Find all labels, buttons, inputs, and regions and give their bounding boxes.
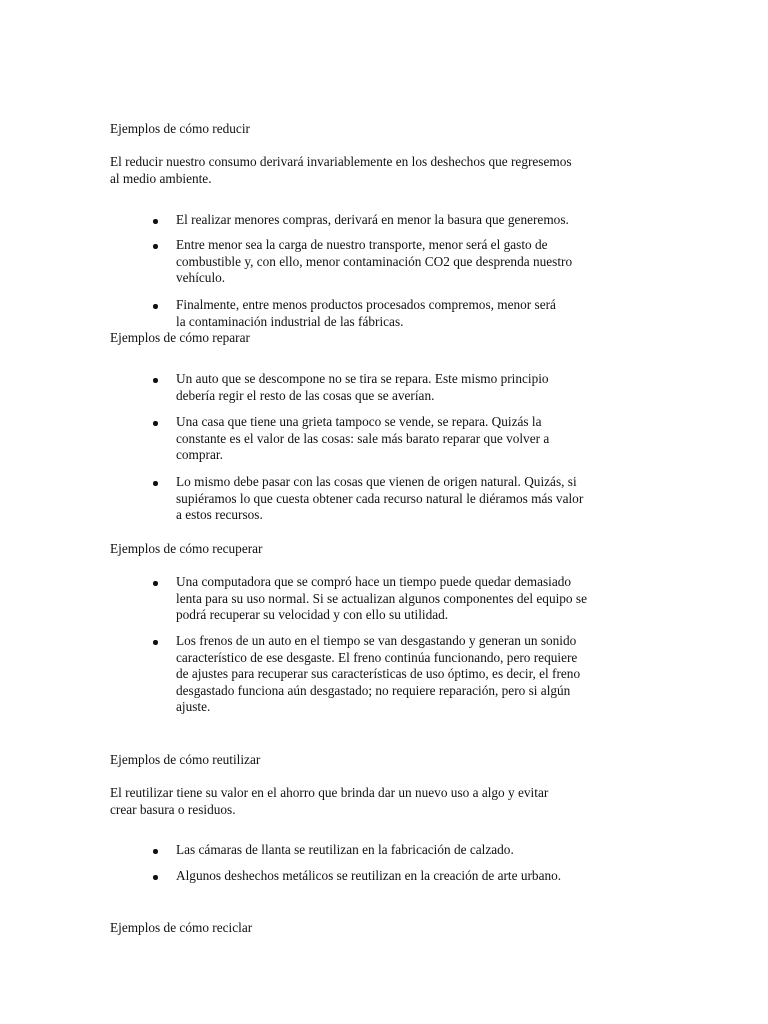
list-item-line: característico de ese desgaste. El freno continúa funcionando, pero requiere	[176, 649, 578, 665]
list-item-line: Finalmente, entre menos productos procesados compremos, menor será	[176, 297, 556, 312]
intro-line: al medio ambiente.	[110, 170, 212, 186]
list-item-line: Una casa que tiene una grieta tampoco se vende, se repara. Quizás la	[176, 414, 542, 429]
heading-reducir: Ejemplos de cómo reducir	[110, 121, 250, 136]
list-item-line: El realizar menores compras, derivará en menor la basura que generemos.	[176, 212, 569, 227]
list-item-line: Las cámaras de llanta se reutilizan en la fabricación de calzado.	[176, 842, 514, 857]
list-item-line: Un auto que se descompone no se tira se repara. Este mismo principio	[176, 371, 549, 386]
bullet-icon	[153, 481, 158, 486]
bullet-icon	[153, 875, 158, 880]
list-item-line: comprar.	[176, 447, 223, 462]
list-item-line: supiéramos lo que cuesta obtener cada recurso natural le diéramos más valor	[176, 490, 584, 506]
bullet-icon	[153, 244, 158, 249]
list-item-line: a estos recursos.	[176, 507, 263, 522]
bullet-icon	[153, 640, 158, 645]
bullet-icon	[153, 849, 158, 854]
list-item-line: combustible y, con ello, menor contaminación CO2 que desprenda nuestro	[176, 253, 573, 269]
list-item-line: Una computadora que se compró hace un tiempo puede quedar demasiado	[176, 574, 572, 589]
list-item-line: Entre menor sea la carga de nuestro transporte, menor será el gasto de	[176, 237, 548, 252]
list-item-line: lenta para su uso normal. Si se actualizan algunos componentes del equipo se	[176, 590, 587, 606]
list-item-line: podrá recuperar su velocidad y con ello su utilidad.	[176, 607, 449, 622]
intro-reutilizar	[110, 785, 660, 818]
list-item-line: debería regir el resto de las cosas que se averían.	[176, 387, 435, 403]
list-item-line: vehículo.	[176, 270, 226, 285]
heading-reparar: Ejemplos de cómo reparar	[110, 330, 250, 345]
bullet-icon	[153, 581, 158, 586]
list-item-line: Los frenos de un auto en el tiempo se van desgastando y generan un sonido	[176, 633, 577, 648]
heading-recuperar: Ejemplos de cómo recuperar	[110, 541, 263, 556]
bullet-icon	[153, 421, 158, 426]
bullet-icon	[153, 304, 158, 309]
list-item-line: de ajustes para recuperar sus características de uso óptimo, es decir, el freno	[176, 666, 581, 681]
heading-reutilizar: Ejemplos de cómo reutilizar	[110, 752, 261, 767]
list-item-line: ajuste.	[176, 699, 211, 714]
heading-reciclar: Ejemplos de cómo reciclar	[110, 920, 253, 935]
intro-line: El reducir nuestro consumo derivará invariablemente en los deshechos que regresemos	[110, 154, 572, 169]
bullet-icon	[153, 219, 158, 224]
list-item-line: la contaminación industrial de las fábricas.	[176, 313, 404, 329]
list-item-line: Lo mismo debe pasar con las cosas que vienen de origen natural. Quizás, si	[176, 474, 577, 489]
list-item-line: constante es el valor de las cosas: sale más barato reparar que volver a	[176, 430, 550, 446]
intro-reducir	[110, 154, 660, 187]
list-item-line: Algunos deshechos metálicos se reutilizan en la creación de arte urbano.	[176, 868, 562, 883]
intro-line: crear basura o residuos.	[110, 801, 236, 817]
bullet-icon	[153, 378, 158, 383]
list-item-line: desgastado funciona aún desgastado; no requiere reparación, pero si algún	[176, 682, 571, 698]
intro-line: El reutilizar tiene su valor en el ahorro que brinda dar un nuevo uso a algo y evitar	[110, 785, 549, 800]
